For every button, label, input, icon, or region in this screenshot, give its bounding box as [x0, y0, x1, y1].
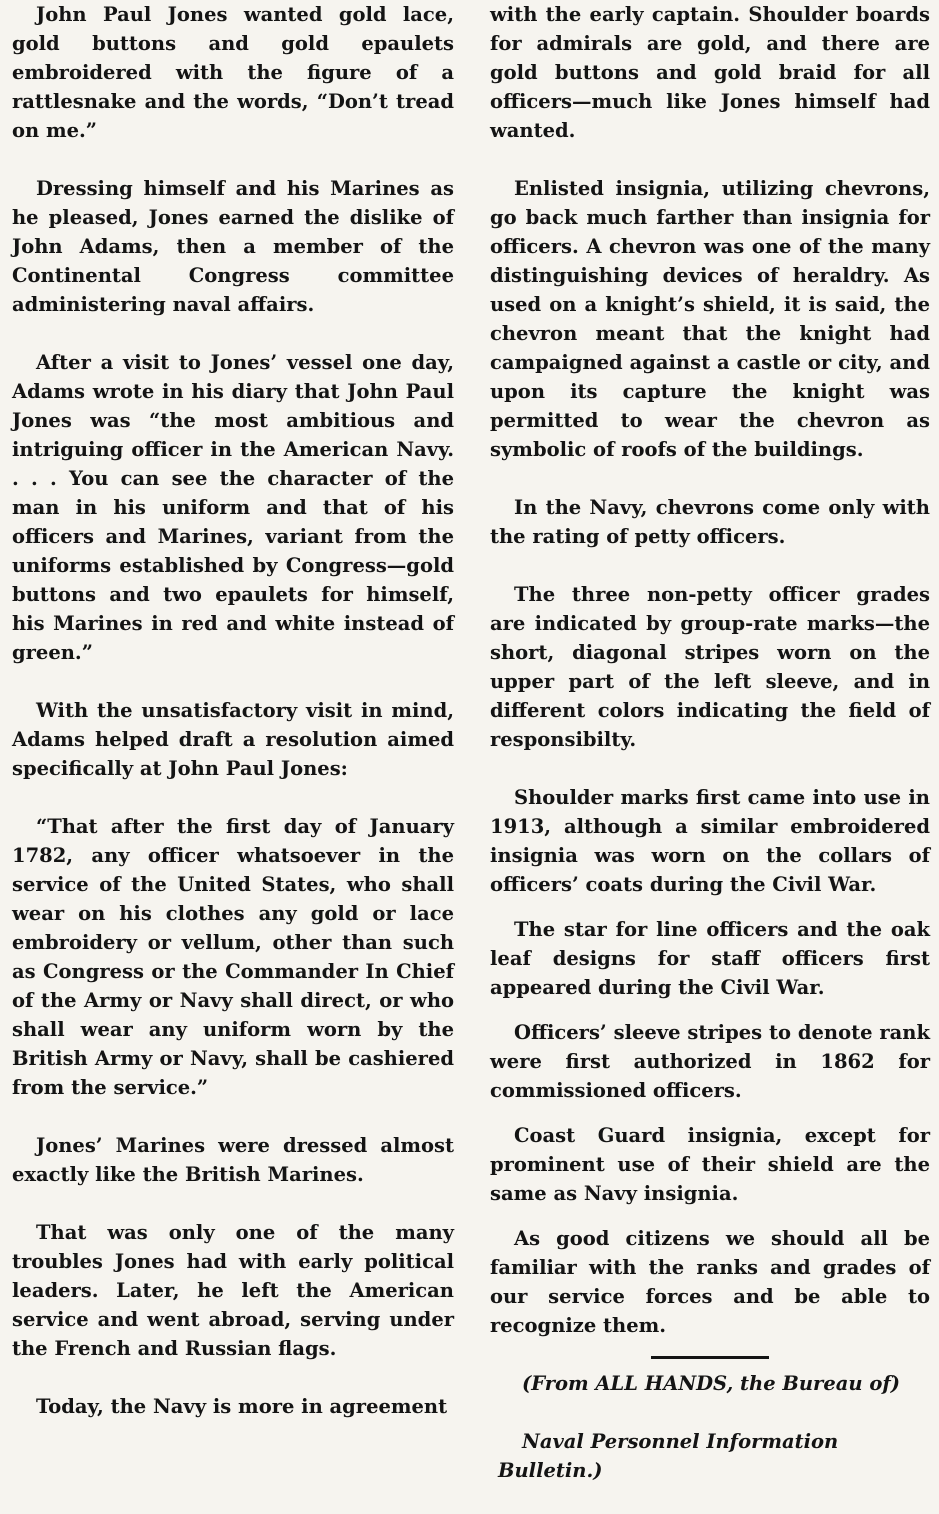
source-credit-line-2: Naval Personnel Information Bulletin.)	[498, 1430, 839, 1482]
paragraph: With the unsatisfactory visit in mind, Adams helped draft a resolution aimed specifically at John Paul Jones:	[12, 699, 454, 780]
paragraph: Officers’ sleeve stripes to denote rank were first authorized in 1862 for commissioned officers.	[490, 1021, 930, 1102]
paragraph: As good citizens we should all be familiar with the ranks and grades of our service forces and be able to recognize them.	[490, 1227, 930, 1337]
paragraph: In the Navy, chevrons come only with the rating of petty officers.	[490, 496, 930, 548]
quoted-resolution: “That after the first day of January 1782, any officer whatsoever in the service of the United States, who shall wear on his clothes any gold or lace embroidery or vellum, other than such as Congress or the Commander In Chief of the Army or Navy shall direct, or who shall wear any uniform worn by the British Army or Navy, shall be cashiered from the service.”	[12, 815, 454, 1099]
paragraph: Shoulder marks first came into use in 1913, although a similar embroidered insignia was worn on the collars of officers’ coats during the Civil War.	[490, 786, 930, 896]
paragraph: The star for line officers and the oak leaf designs for staff officers first appeared during the Civil War.	[490, 918, 930, 999]
paragraph: Enlisted insignia, utilizing chevrons, go back much farther than insignia for officers. A chevron was one of the many distinguishing devices of heraldry. As used on a knight’s shield, it is said, the chevron meant that the knight had campaigned against a castle or city, and upon its capture the knight was permitted to wear the chevron as symbolic of roofs of the buildings.	[490, 177, 930, 461]
paragraph: Dressing himself and his Marines as he pleased, Jones earned the dislike of John Adams, then a member of the Continental Congress committee administering naval affairs.	[12, 177, 454, 316]
paragraph: Coast Guard insignia, except for prominent use of their shield are the same as Navy insignia.	[490, 1124, 930, 1205]
paragraph: John Paul Jones wanted gold lace, gold buttons and gold epaulets embroidered with the figure of a rattlesnake and the words, “Don’t tread on me.”	[12, 3, 454, 142]
left-column	[12, 0, 454, 1421]
paragraph: Jones’ Marines were dressed almost exactly like the British Marines.	[12, 1134, 454, 1186]
paragraph: That was only one of the many troubles Jones had with early political leaders. Later, he left the American service and went abroad, serving under the French and Russian flags.	[12, 1221, 454, 1360]
paragraph-continued: Today, the Navy is more in agreement	[36, 1395, 448, 1418]
divider-rule	[651, 1356, 769, 1359]
paragraph: After a visit to Jones’ vessel one day, Adams wrote in his diary that John Paul Jones was “the most ambitious and intriguing officer in the American Navy. . . . You can see the character of the man in his uniform and that of his officers and Marines, variant from the uniforms established by Congress—gold buttons and two epaulets for himself, his Marines in red and white instead of green.”	[12, 351, 454, 664]
paragraph-continuation: with the early captain. Shoulder boards for admirals are gold, and there are gold buttons and gold braid for all officers—much like Jones himself had wanted.	[490, 3, 930, 142]
right-column	[490, 0, 930, 1514]
source-credit-line-1: (From ALL HANDS, the Bureau of)	[522, 1372, 900, 1395]
paragraph: The three non-petty officer grades are indicated by group-rate marks—the short, diagonal stripes worn on the upper part of the left sleeve, and in different colors indicating the field of responsibilty.	[490, 583, 930, 751]
